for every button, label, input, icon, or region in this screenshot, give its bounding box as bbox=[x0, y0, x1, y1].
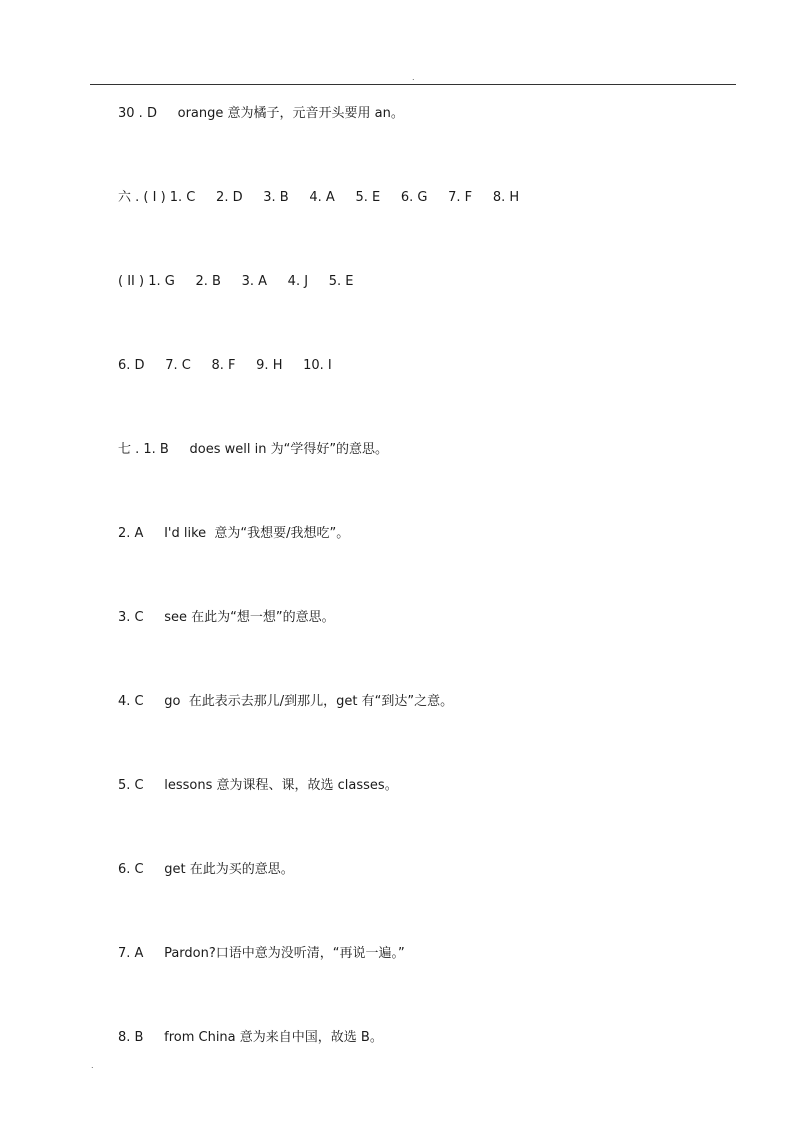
answer-line-section-7-q8: 8. B from China 意为来自中国，故选 B。 bbox=[118, 1030, 383, 1045]
answer-line-section-7-q7: 7. A Pardon?口语中意为没听清，“再说一遍。” bbox=[118, 946, 405, 961]
footer-mark: . bbox=[91, 1061, 94, 1070]
answer-line-section-7-q4: 4. C go 在此表示去那儿/到那儿，get 有“到达”之意。 bbox=[118, 694, 454, 709]
answer-line-section-6-part-2b: 6. D 7. C 8. F 9. H 10. I bbox=[118, 358, 332, 373]
header-rule bbox=[90, 84, 736, 85]
answer-line-section-7-q6: 6. C get 在此为买的意思。 bbox=[118, 862, 294, 877]
answer-line-section-7-q1: 七 . 1. B does well in 为“学得好”的意思。 bbox=[118, 442, 389, 457]
answer-line-30: 30 . D orange 意为橘子，元音开头要用 an。 bbox=[118, 106, 404, 121]
answer-line-section-6-part-2a: ( II ) 1. G 2. B 3. A 4. J 5. E bbox=[118, 274, 354, 289]
answer-line-section-7-q3: 3. C see 在此为“想一想”的意思。 bbox=[118, 610, 335, 625]
answer-line-section-7-q2: 2. A I'd like 意为“我想要/我想吃”。 bbox=[118, 526, 350, 541]
header-mark: . bbox=[412, 73, 415, 82]
answer-line-section-6-part-1: 六 . ( I ) 1. C 2. D 3. B 4. A 5. E 6. G 7. F 8. H bbox=[118, 190, 520, 205]
answer-line-section-7-q5: 5. C lessons 意为课程、课，故选 classes。 bbox=[118, 778, 398, 793]
